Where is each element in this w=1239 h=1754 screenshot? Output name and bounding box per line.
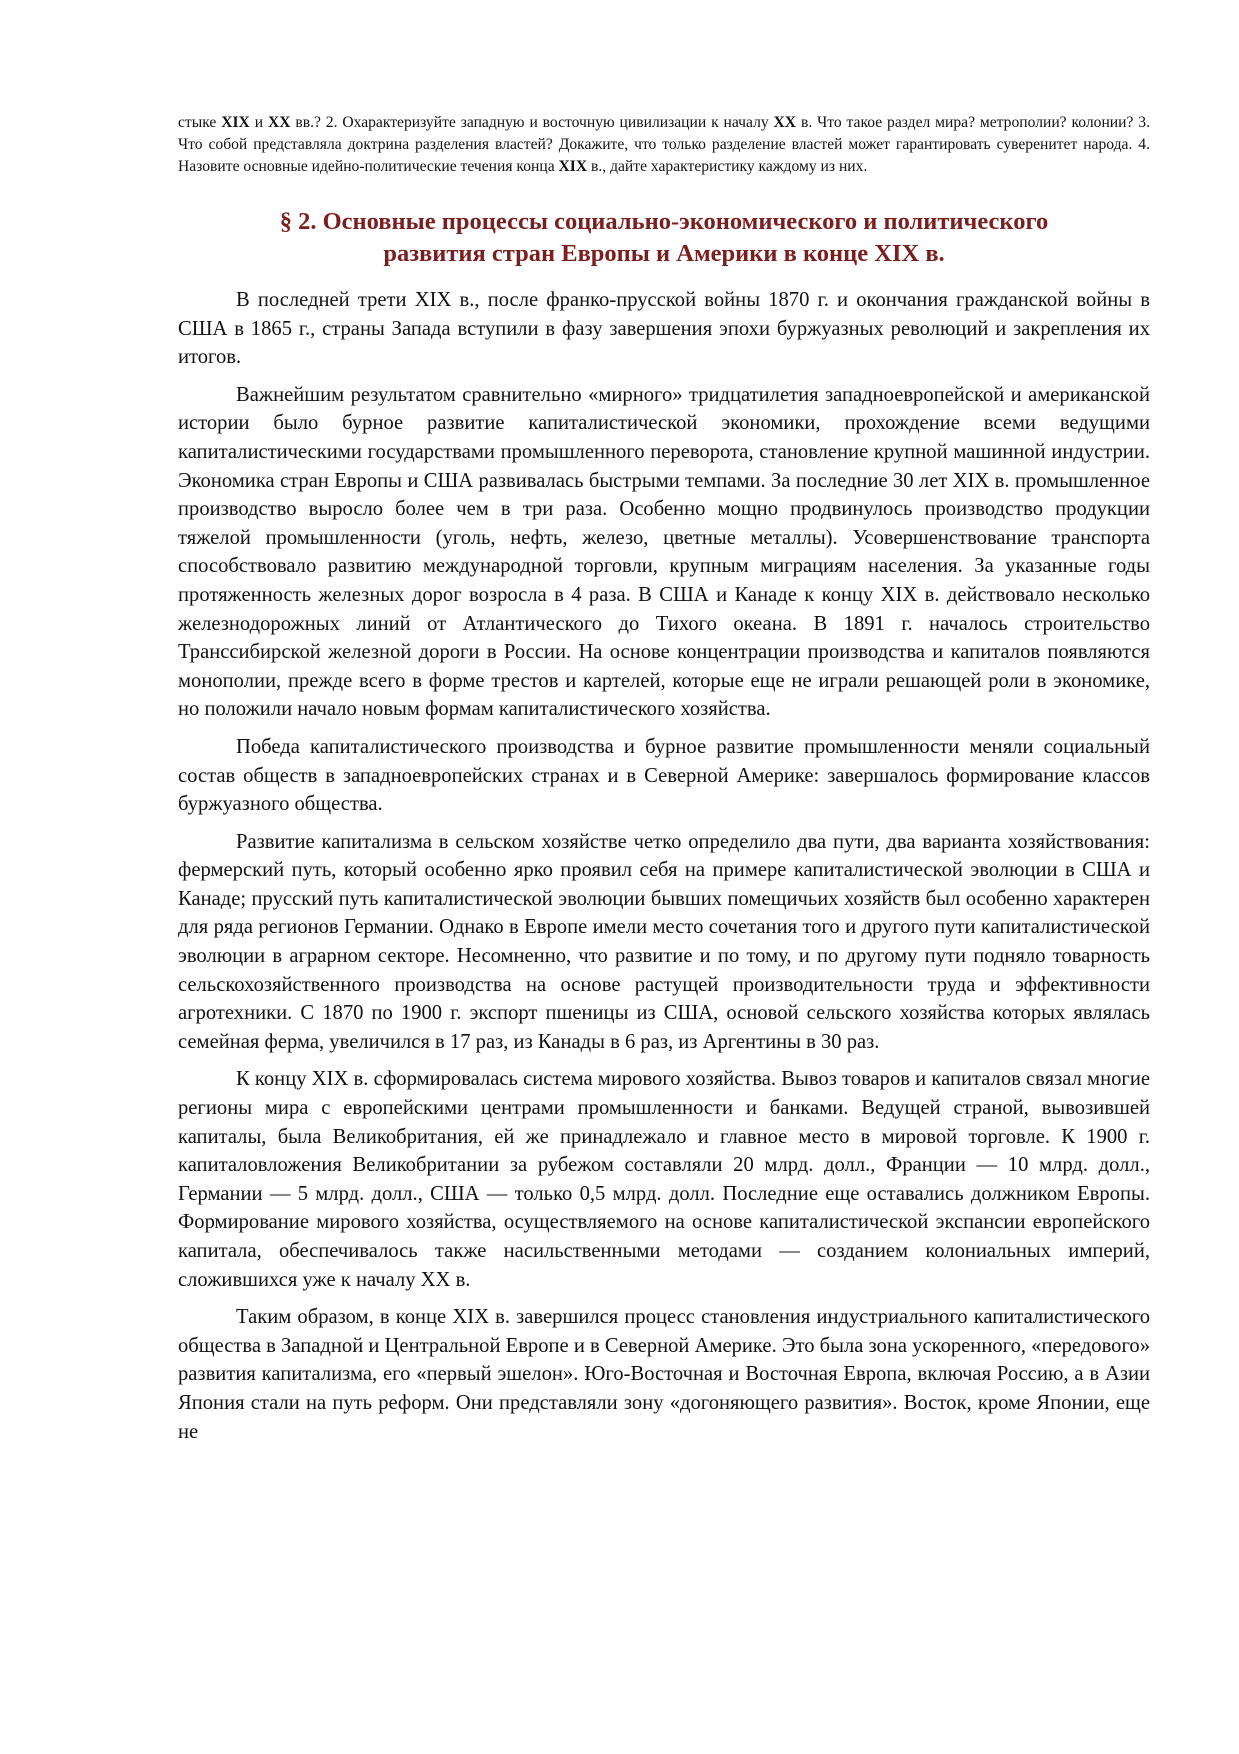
paragraph: К концу XIX в. сформировалась система мирового хозяйства. Вывоз товаров и капиталов связал многие регионы мира с европейскими центрами промышленности и банками. Ведущей страной, вывозившей капиталы, была Великобритания, ей же принадлежало и главное место в мировой торговле. К 1900 г. капиталовложения Великобритании за рубежом составляли 20 млрд. долл., Франции — 10 млрд. долл., Германии — 5 млрд. долл., США — только 0,5 млрд. долл. Последние еще оставались должником Европы. Формирование мирового хозяйства, осуществляемого на основе капиталистической экспансии европейского капитала, обеспечивалось также насильственными методами — созданием колониальных империй, сложившихся уже к началу XX в. [178, 1068, 1150, 1291]
questions-bold: XX [773, 114, 797, 131]
paragraph: В последней трети XIX в., после франко-прусской войны 1870 г. и окончания гражданской войны в США в 1865 г., страны Запада вступили в фазу завершения эпохи буржуазных революций и закрепления их итогов. [178, 289, 1150, 369]
questions-bold: XX [267, 114, 291, 131]
questions-text: в., дайте характеристику каждому из них. [587, 158, 868, 175]
section-heading-line-1: § 2. Основные процессы социально-экономического и политического [279, 208, 1049, 235]
questions-text: стыке [178, 114, 222, 131]
section-heading-line-2: развития стран Европы и Америки в конце XIX в. [383, 240, 945, 267]
section-heading [178, 206, 1150, 270]
questions-bold: XIX [221, 114, 250, 131]
questions-text: и [249, 114, 268, 131]
paragraph: Развитие капитализма в сельском хозяйстве четко определило два пути, два варианта хозяйствования: фермерский путь, который особенно ярко проявил себя на примере капиталистической эволюции в США и Канаде; прусский путь капиталистической эволюции бывших помещичьих хозяйств был особенно характерен для ряда регионов Германии. Однако в Европе имели место сочетания того и другого пути капиталистической эволюции в аграрном секторе. Несомненно, что развитие и по тому, и по другому пути подняло товарность сельскохозяйственного производства на основе растущей производительности труда и эффективности агротехники. С 1870 по 1900 г. экспорт пшеницы из США, основой сельского хозяйства которых являлась семейная ферма, увеличился в 17 раз, из Канады в 6 раз, из Аргентины в 30 раз. [178, 830, 1150, 1053]
review-questions-fragment [178, 112, 1150, 178]
paragraph: Победа капиталистического производства и бурное развитие промышленности меняли социальный состав обществ в западноевропейских странах и в Северной Америке: завершалось формирование классов буржуазного общества. [178, 735, 1150, 816]
questions-text: вв.? 2. Охарактеризуйте западную и восточную цивилизации к началу [290, 114, 774, 131]
paragraph: Важнейшим результатом сравнительно «мирного» тридцатилетия западноевропейской и американской истории было бурное развитие капиталистической экономики, прохождение всеми ведущими капиталистическими государствами промышленного переворота, становление крупной машинной индустрии. Экономика стран Европы и США развивалась быстрыми темпами. За последние 30 лет XIX в. промышленное производство выросло более чем в три раза. Особенно мощно продвинулось производство продукции тяжелой промышленности (уголь, нефть, железо, цветные металлы). Усовершенствование транспорта способствовало развитию международной торговли, крупным миграциям населения. За указанные годы протяженность железных дорог возросла в 4 раза. В США и Канаде к концу XIX в. действовало несколько железнодорожных линий от Атлантического до Тихого океана. В 1891 г. началось строительство Транссибирской железной дороги в России. На основе концентрации производства и капиталов появляются монополии, прежде всего в форме трестов и картелей, которые еще не играли решающей роли в экономике, но положили начало новым формам капиталистического хозяйства. [178, 383, 1150, 721]
document-page [178, 112, 1150, 1455]
questions-text: в. Что такое раздел мира? метрополии? колонии? 3. Что собой представляла доктрина разделения властей? Докажите, что только разделение властей может гарантировать суверенитет народа. 4. Назовите основные идейно-политические течения конца [178, 114, 1150, 175]
questions-bold: XIX [558, 158, 588, 175]
section-body [178, 286, 1150, 1446]
paragraph: Таким образом, в конце XIX в. завершился процесс становления индустриального капиталистического общества в Западной и Центральной Европе и в Северной Америке. Это была зона ускоренного, «передового» развития капитализма, его «первый эшелон». Юго-Восточная и Восточная Европа, включая Россию, а в Азии Япония стали на путь реформ. Они представляли зону «догоняющего развития». Восток, кроме Японии, еще не [178, 1306, 1150, 1443]
